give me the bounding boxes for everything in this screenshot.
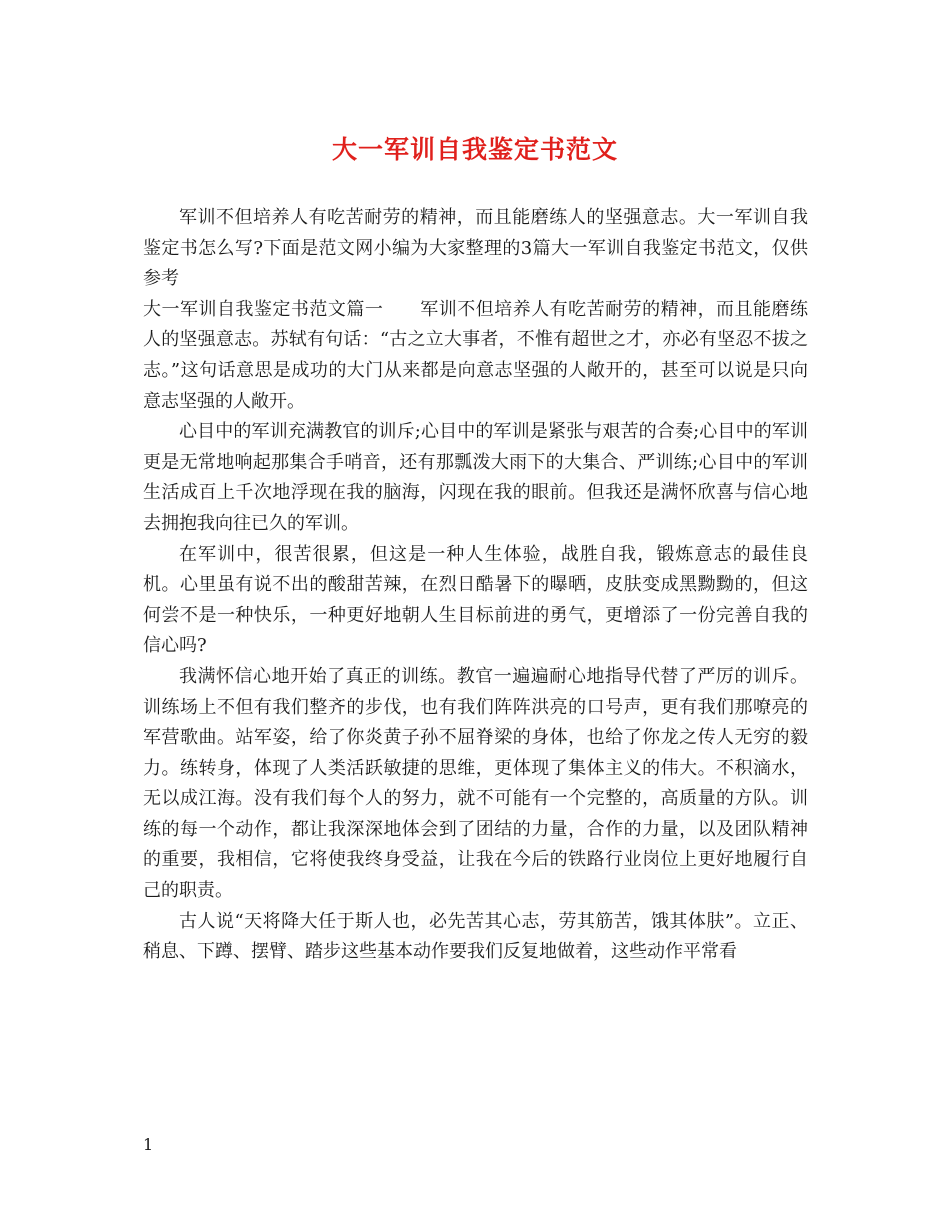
paragraph-intro: 军训不但培养人有吃苦耐劳的精神，而且能磨练人的坚强意志。大一军训自我鉴定书怎么写?下面是范文网小编为大家整理的3篇大一军训自我鉴定书范文，仅供参考: [143, 207, 808, 290]
paragraph-section-one: 大一军训自我鉴定书范文篇一 军训不但培养人有吃苦耐劳的精神，而且能磨练人的坚强意志。苏轼有句话：“古之立大事者，不惟有超世之才，亦必有坚忍不拔之志。”这句话意思是成功的大门从来都是向意志坚强的人敞开的，甚至可以说是只向意志坚强的人敞开。: [143, 298, 808, 412]
document-title: 大一军训自我鉴定书范文: [331, 135, 618, 164]
paragraph-expectations: 心目中的军训充满教官的训斥;心目中的军训是紧张与艰苦的合奏;心目中的军训更是无常地响起那集合手哨音，还有那瓢泼大雨下的大集合、严训练;心目中的军训生活成百上千次地浮现在我的脑海，闪现在我的眼前。但我还是满怀欣喜与信心地去拥抱我向往已久的军训。: [143, 421, 808, 534]
document-body: [143, 203, 808, 968]
paragraph-training: 我满怀信心地开始了真正的训练。教官一遍遍耐心地指导代替了严厉的训斥。训练场上不但有我们整齐的步伐，也有我们阵阵洪亮的口号声，更有我们那嘹亮的军营歌曲。站军姿，给了你炎黄子孙不屈脊梁的身体，也给了你龙之传人无穷的毅力。练转身，体现了人类活跃敏捷的思维，更体现了集体主义的伟大。不积滴水，无以成江海。没有我们每个人的努力，就不可能有一个完整的，高质量的方队。训练的每一个动作，都让我深深地体会到了团结的力量，合作的力量，以及团队精神的重要，我相信，它将使我终身受益，让我在今后的铁路行业岗位上更好地履行自己的职责。: [143, 665, 808, 902]
paragraph-hardship: 在军训中，很苦很累，但这是一种人生体验，战胜自我，锻炼意志的最佳良机。心里虽有说不出的酸甜苦辣，在烈日酷暑下的曝晒，皮肤变成黑黝黝的，但这何尝不是一种快乐，一种更好地朝人生目标前进的勇气，更增添了一份完善自我的信心吗?: [143, 543, 808, 657]
paragraph-ancients: 古人说“天将降大任于斯人也，必先苦其心志，劳其筋苦，饿其体肤”。立正、稍息、下蹲、摆臂、踏步这些基本动作要我们反复地做着，这些动作平常看: [143, 910, 808, 963]
page-number: 1: [143, 1135, 154, 1154]
